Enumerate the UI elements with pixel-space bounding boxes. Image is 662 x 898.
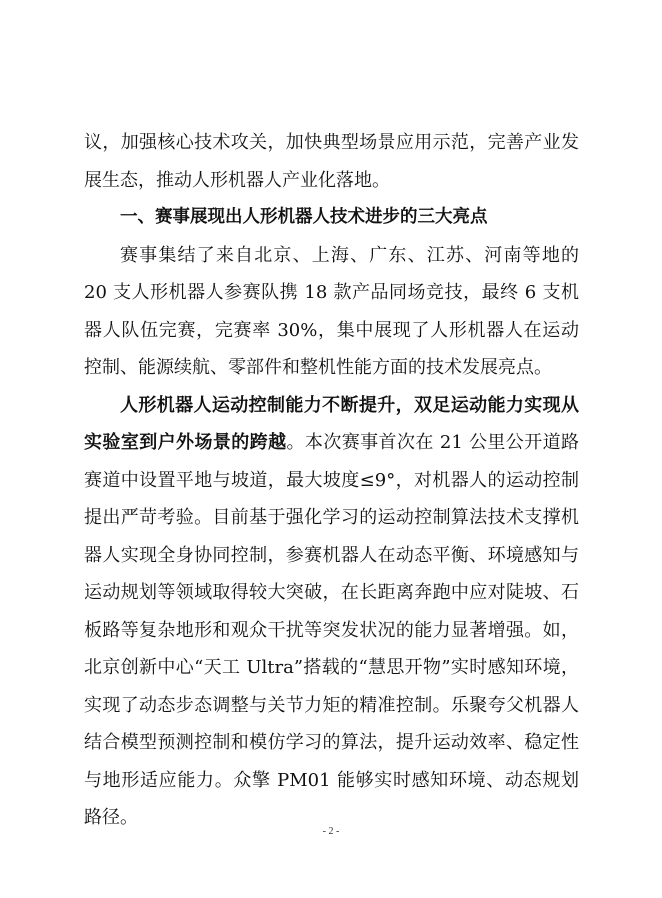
paragraph-motion-control — [84, 387, 579, 837]
document-body — [84, 124, 579, 837]
page-number: - 2 - — [322, 826, 340, 837]
section-heading: 一、赛事展现出人形机器人技术进步的三大亮点 — [120, 207, 488, 227]
paragraph-lead-sentence: 人形机器人运动控制能力不断提升，双足运动能力实现从实验室到户外场景的跨越 — [84, 394, 579, 453]
paragraph-continuation: 议，加强核心技术攻关，加快典型场景应用示范，完善产业发展生态，推动人形机器人产业化落地。 — [84, 132, 579, 191]
paragraph-body-text: 。本次赛事首次在 21 公里公开道路赛道中设置平地与坡道，最大坡度≤9°，对机器人的运动控制提出严苛考验。目前基于强化学习的运动控制算法技术支撑机器人实现全身协同控制，参赛机器人在动态平衡、环境感知与运动规划等领域取得较大突破，在长距离奔跑中应对陡坡、石板路等复杂地形和观众干扰等突发状况的能力显著增强。如，北京创新中心“天工 Ultra”搭载的“慧思开物”实时感知环境，实现了动态步态调整与关节力矩的精准控制。乐聚夸父机器人结合模型预测控制和模仿学习的算法，提升运动效率、稳定性与地形适应能力。众擎 PM01 能够实时感知环境、动态规划路径。 — [84, 432, 580, 828]
paragraph-event-summary: 赛事集结了来自北京、上海、广东、江苏、河南等地的 20 支人形机器人参赛队携 18 款产品同场竞技，最终 6 支机器人队伍完赛，完赛率 30%，集中展现了人形机器人在运动控制、能源续航、零部件和整机性能方面的技术发展亮点。 — [84, 244, 579, 378]
